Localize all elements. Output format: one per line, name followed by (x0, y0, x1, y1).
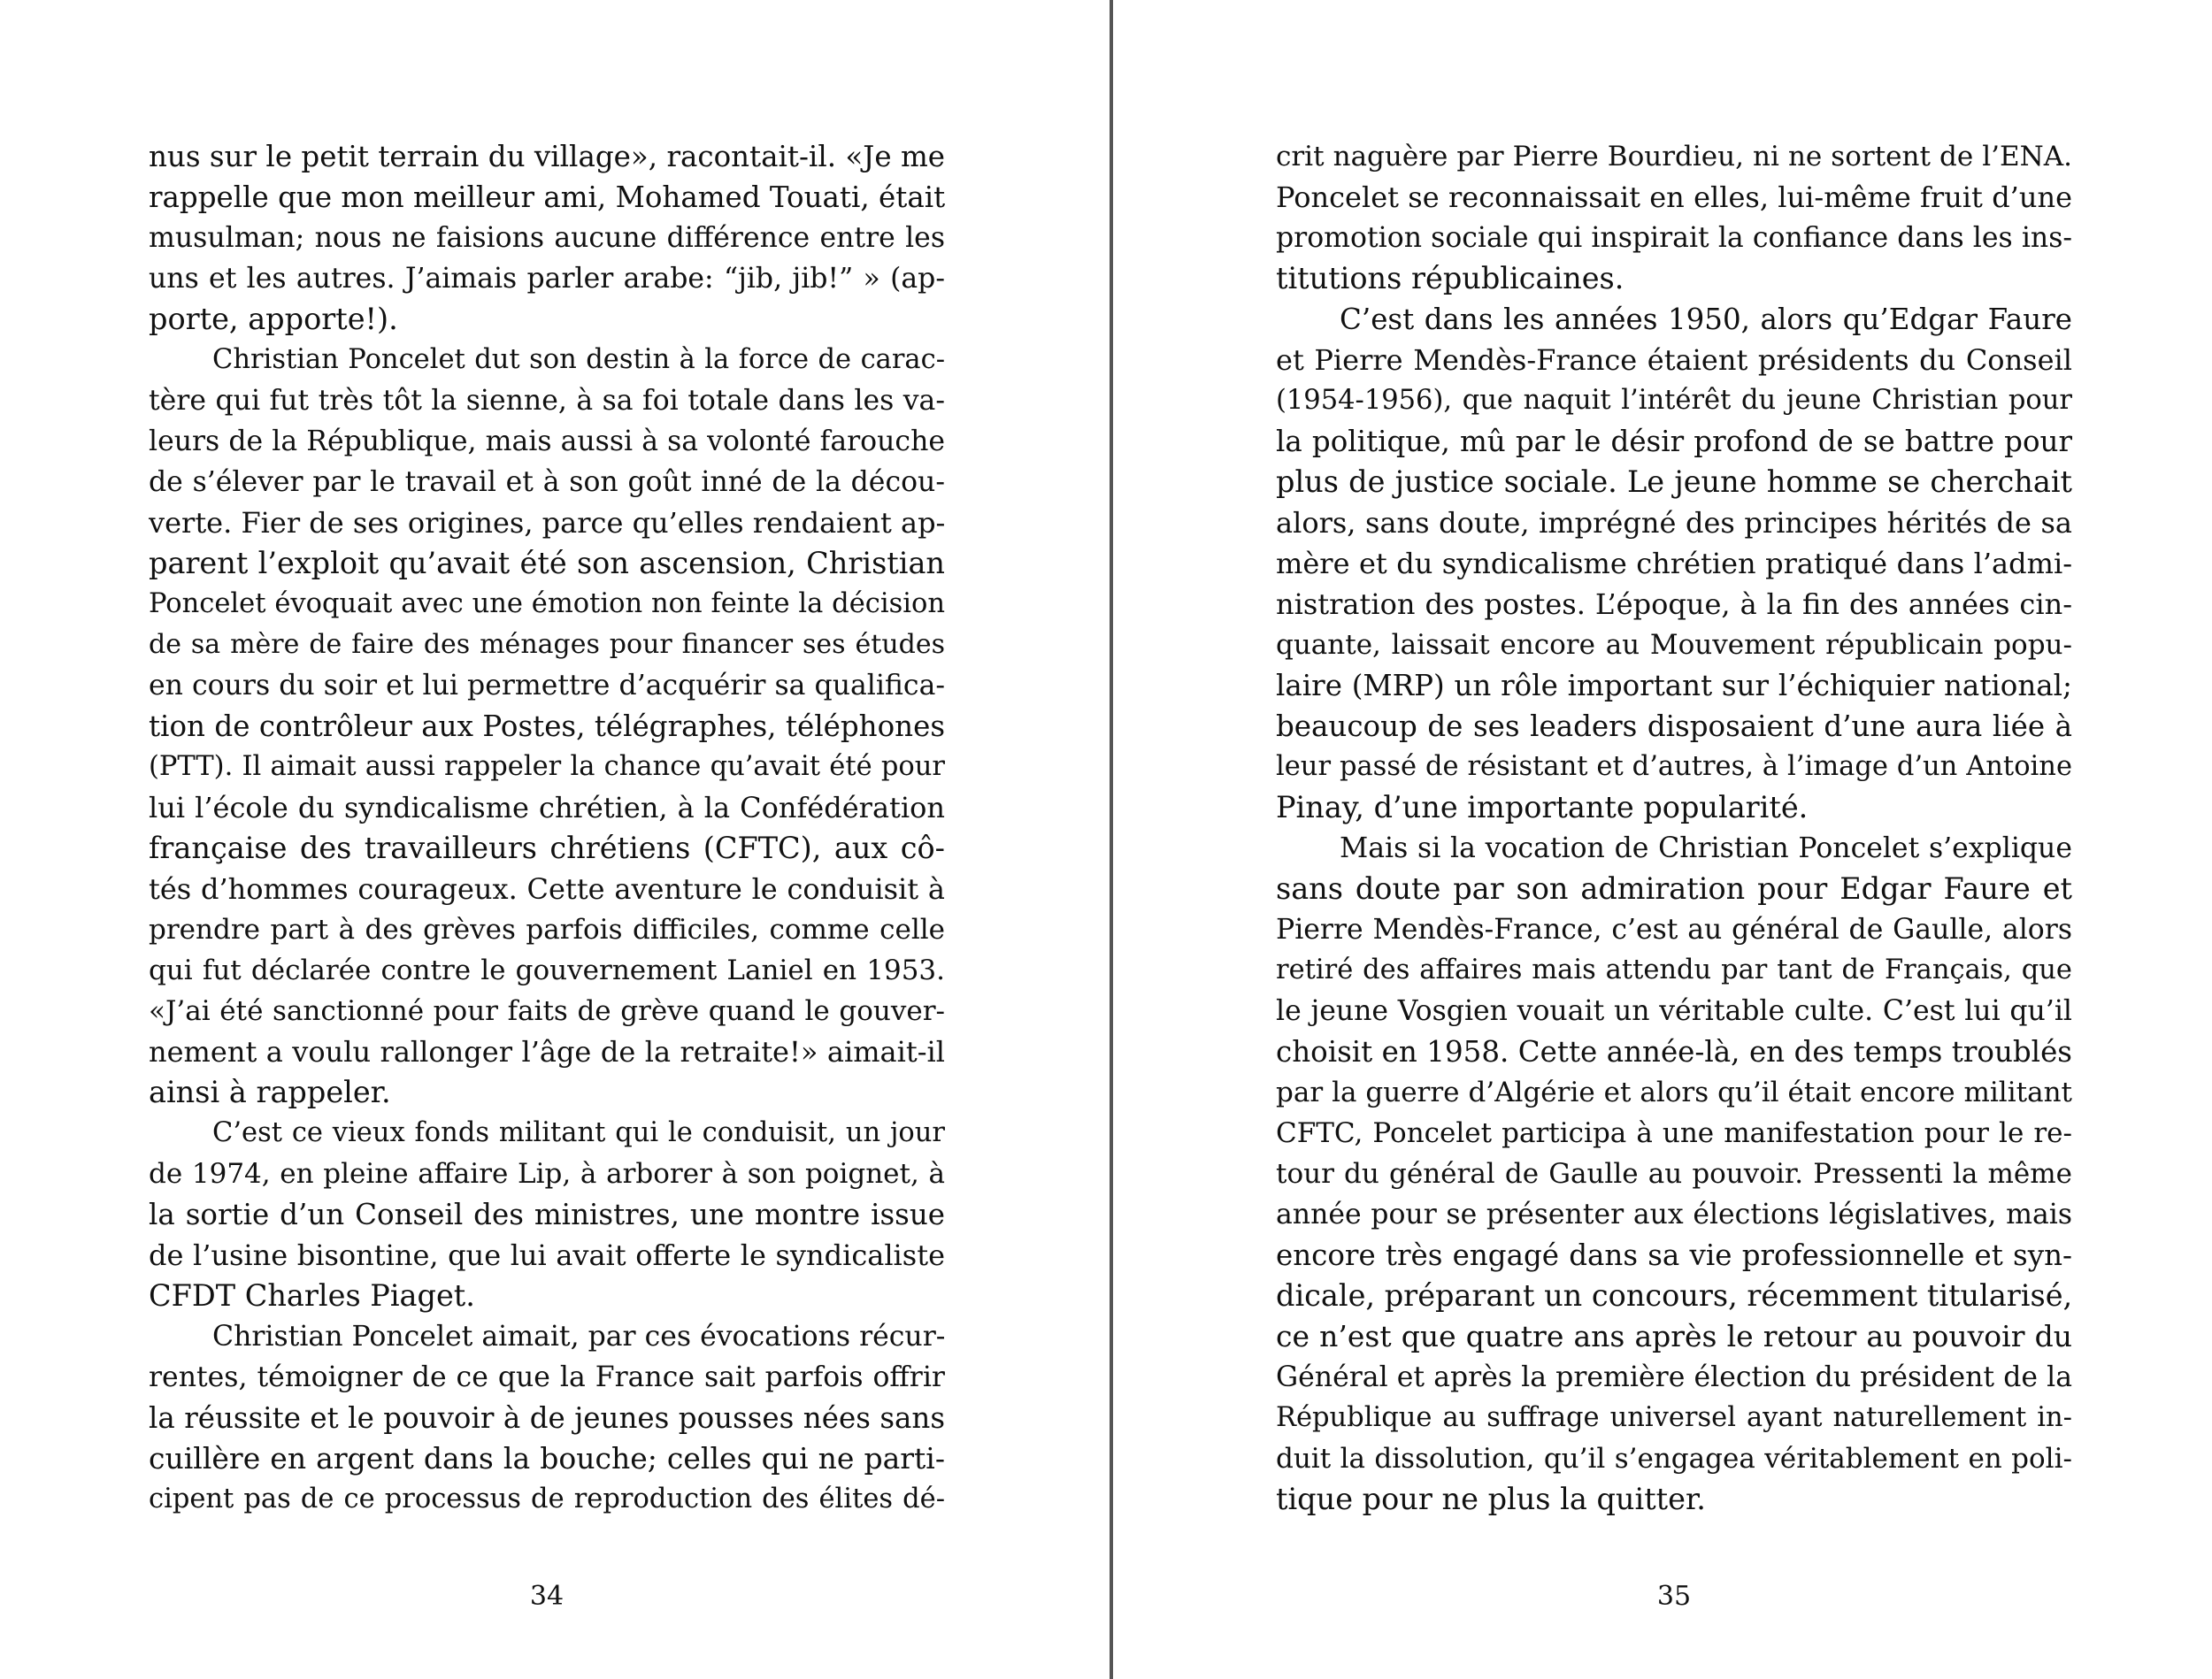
text-line: Mais si la vocation de Christian Poncelet s’explique (1340, 832, 2072, 864)
text-line: par la guerre d’Algérie et alors qu’il était encore militant (1276, 1077, 2072, 1108)
text-line: porte, apporte!). (149, 302, 398, 336)
text-line: dicale, préparant un concours, récemment titularisé, (1276, 1278, 2072, 1313)
text-line: la sortie d’un Conseil des ministres, une montre issue (149, 1198, 945, 1231)
text-line: tés d’hommes courageux. Cette aventure le conduisit à (149, 872, 945, 906)
text-line: année pour se présenter aux élections législatives, mais (1276, 1199, 2072, 1230)
text-line: CFTC, Poncelet participa à une manifestation pour le re- (1276, 1117, 2072, 1149)
text-line: et Pierre Mendès-France étaient présidents du Conseil (1276, 343, 2072, 377)
text-line: nistration des postes. L’époque, à la fin des années cin- (1276, 587, 2072, 621)
text-line: encore très engagé dans sa vie professionnelle et syn- (1276, 1238, 2072, 1272)
text-line: cipent pas de ce processus de reproduction des élites dé- (149, 1484, 945, 1514)
text-line: Poncelet se reconnaissait en elles, lui-même fruit d’une (1276, 180, 2072, 214)
text-line: retiré des affaires mais attendu par tant de Français, que (1276, 954, 2072, 985)
text-line: uns et les autres. J’aimais parler arabe: “jib, jib!” » (ap- (149, 263, 945, 295)
text-line: de sa mère de faire des ménages pour financer ses études (149, 629, 945, 660)
text-line: beaucoup de ses leaders disposaient d’une aura liée à (1276, 709, 2072, 743)
text-line: Poncelet évoquait avec une émotion non feinte la décision (149, 588, 945, 619)
text-line: verte. Fier de ses origines, parce qu’elles rendaient ap- (149, 506, 945, 540)
text-line: tour du général de Gaulle au pouvoir. Pressenti la même (1276, 1158, 2072, 1190)
text-line: tion de contrôleur aux Postes, télégraphes, téléphones (149, 709, 945, 743)
text-line: crit naguère par Pierre Bourdieu, ni ne sortent de l’ENA. (1276, 141, 2072, 172)
text-line: sans doute par son admiration pour Edgar Faure et (1276, 871, 2072, 906)
text-line: C’est ce vieux fonds militant qui le conduisit, un jour (212, 1117, 945, 1148)
text-line: tique pour ne plus la quitter. (1276, 1482, 1706, 1516)
text-line: (1954-1956), que naquit l’intérêt du jeune Christian pour (1276, 385, 2072, 416)
text-line: lui l’école du syndicalisme chrétien, à la Confédération (149, 791, 945, 824)
text-line: C’est dans les années 1950, alors qu’Edgar Faure (1340, 303, 2072, 336)
text-line: mère et du syndicalisme chrétien pratiqué dans l’admi- (1276, 547, 2072, 580)
text-line: CFDT Charles Piaget. (149, 1278, 475, 1313)
text-line: ainsi à rappeler. (149, 1075, 391, 1109)
text-line: choisit en 1958. Cette année-là, en des temps troublés (1276, 1035, 2072, 1069)
text-line: Christian Poncelet dut son destin à la force de carac- (212, 344, 945, 375)
text-line: tère qui fut très tôt la sienne, à sa foi totale dans les va- (149, 385, 945, 417)
left-page-text (149, 136, 945, 1520)
text-line: plus de justice sociale. Le jeune homme se cherchait (1276, 464, 2072, 499)
text-line: de l’usine bisontine, que lui avait offerte le syndicaliste (149, 1238, 945, 1272)
right-page-text (1276, 136, 2072, 1520)
text-line: la réussite et le pouvoir à de jeunes pousses nées sans (149, 1401, 945, 1435)
text-line: République au suffrage universel ayant naturellement in- (1276, 1402, 2072, 1433)
text-line: Général et après la première élection du président de la (1276, 1361, 2072, 1393)
text-line: rentes, témoigner de ce que la France sait parfois offrir (149, 1361, 945, 1393)
text-line: parent l’exploit qu’avait été son ascension, Christian (149, 546, 945, 580)
right-page-number: 35 (1656, 1581, 1692, 1612)
text-line: ce n’est que quatre ans après le retour au pouvoir du (1276, 1319, 2072, 1353)
text-line: nus sur le petit terrain du village», racontait-il. «Je me (149, 140, 945, 173)
text-line: de s’élever par le travail et à son goût inné de la décou- (149, 466, 945, 498)
text-line: duit la dissolution, qu’il s’engagea véritablement en poli- (1276, 1443, 2072, 1475)
text-line: leur passé de résistant et d’autres, à l’image d’un Antoine (1276, 751, 2072, 782)
left-page-number: 34 (529, 1581, 565, 1612)
text-line: titutions républicaines. (1276, 261, 1624, 295)
right-page (1113, 0, 2212, 1679)
text-line: (PTT). Il aimait aussi rappeler la chance qu’avait été pour (149, 751, 945, 782)
text-line: promotion sociale qui inspirait la confiance dans les ins- (1276, 222, 2072, 254)
text-line: Christian Poncelet aimait, par ces évocations récur- (212, 1321, 945, 1353)
text-line: laire (MRP) un rôle important sur l’échiquier national; (1276, 669, 2072, 702)
text-line: prendre part à des grèves parfois difficiles, comme celle (149, 914, 945, 946)
text-line: leurs de la République, mais aussi à sa volonté farouche (149, 426, 945, 457)
text-line: «J’ai été sanctionné pour faits de grève quand le gouver- (149, 995, 945, 1027)
text-line: alors, sans doute, imprégné des principes hérités de sa (1276, 506, 2072, 540)
text-line: de 1974, en pleine affaire Lip, à arborer à son poignet, à (149, 1158, 945, 1190)
text-line: cuillère en argent dans la bouche; celles qui ne parti- (149, 1441, 945, 1476)
text-line: nement a voulu rallonger l’âge de la retraite!» aimait-il (149, 1035, 945, 1069)
text-line: qui fut déclarée contre le gouvernement Laniel en 1953. (149, 954, 945, 986)
text-line: quante, laissait encore au Mouvement républicain popu- (1276, 629, 2072, 661)
text-line: le jeune Vosgien vouait un véritable culte. C’est lui qu’il (1276, 995, 2072, 1027)
text-line: Pierre Mendès-France, c’est au général de Gaulle, alors (1276, 914, 2072, 946)
text-line: la politique, mû par le désir profond de se battre pour (1276, 425, 2072, 458)
text-line: en cours du soir et lui permettre d’acquérir sa qualifica- (149, 670, 945, 702)
text-line: musulman; nous ne faisions aucune différence entre les (149, 222, 945, 254)
text-line: rappelle que mon meilleur ami, Mohamed Touati, était (149, 180, 945, 214)
text-line: française des travailleurs chrétiens (CFTC), aux cô- (149, 831, 945, 865)
text-line: Pinay, d’une importante popularité. (1276, 790, 1809, 824)
